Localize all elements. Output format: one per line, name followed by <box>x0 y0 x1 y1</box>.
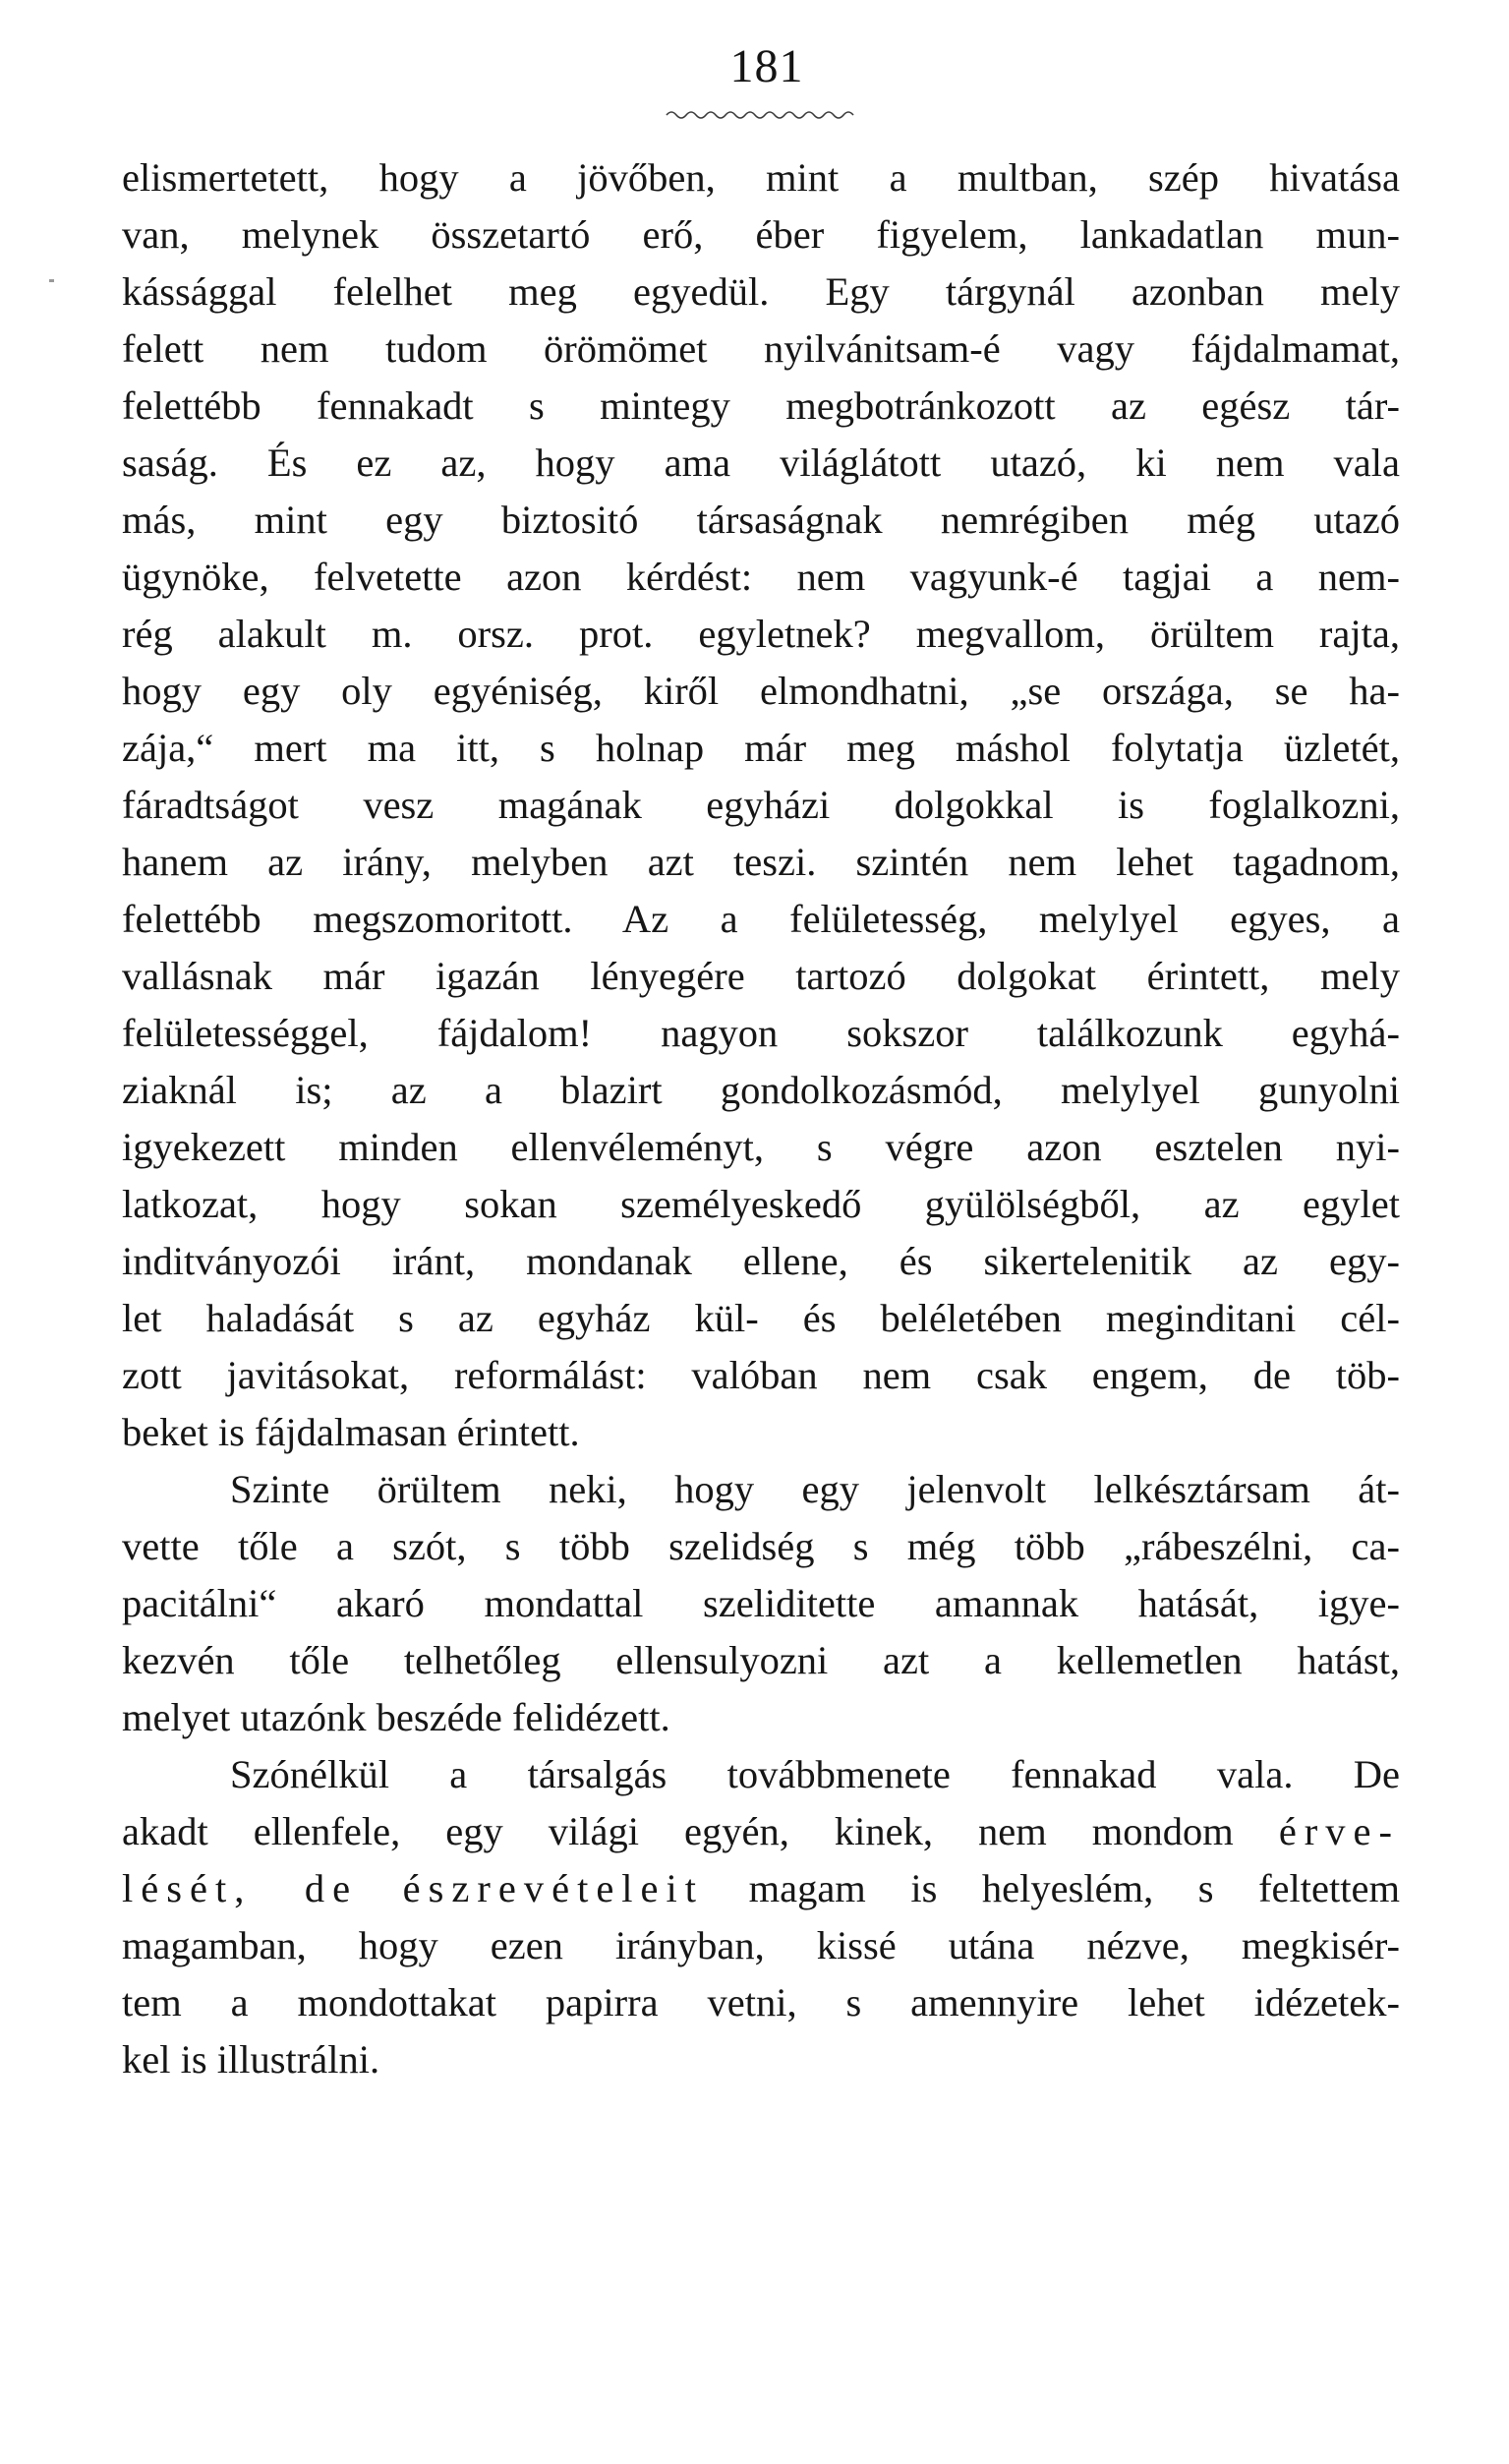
text-line: magamban, hogy ezen irányban, kissé utána nézve, megkisér- <box>122 1923 1400 1967</box>
text-line: ziaknál is; az a blazirt gondolkozásmód, melylyel gunyolni <box>122 1068 1400 1112</box>
text-line: Szinte örültem neki, hogy egy jelenvolt lelkésztársam át- <box>230 1467 1400 1511</box>
wavy-rule-ornament <box>665 108 861 122</box>
text-line: zott javitásokat, reformálást: valóban nem csak engem, de töb- <box>122 1353 1400 1397</box>
text-line: kezvén tőle telhetőleg ellensulyozni azt a kellemetlen hatást, <box>122 1638 1400 1682</box>
text-line: kássággal felelhet meg egyedül. Egy tárgynál azonban mely <box>122 269 1400 314</box>
text-line: melyet utazónk beszéde felidézett. <box>122 1695 670 1739</box>
text-line <box>122 1860 1400 1917</box>
text-line: fáradtságot vesz magának egyházi dolgokkal is foglalkozni, <box>122 783 1400 827</box>
paragraph-3 <box>122 1746 1400 2088</box>
text-line: felettébb fennakadt s mintegy megbotránkozott az egész tár- <box>122 383 1400 428</box>
text-line: Szónélkül a társalgás továbbmenete fennakad vala. De <box>230 1752 1400 1796</box>
text-line: inditványozói iránt, mondanak ellene, és sikertelenitik az egy- <box>122 1239 1400 1283</box>
text-line: felettébb megszomoritott. Az a felületesség, melylyel egyes, a <box>122 897 1400 941</box>
text-fragment: akadt ellenfele, egy világi egyén, kinek, nem mondom <box>122 1809 1234 1853</box>
text-line <box>122 1803 1400 1860</box>
text-line: felületességgel, fájdalom! nagyon sokszor találkozunk egyhá- <box>122 1011 1400 1055</box>
text-line: hanem az irány, melyben azt teszi. szintén nem lehet tagadnom, <box>122 840 1400 884</box>
text-line: igyekezett minden ellenvéleményt, s végre azon esztelen nyi- <box>122 1125 1400 1169</box>
margin-speck <box>49 279 54 282</box>
text-line: van, melynek összetartó erő, éber figyelem, lankadatlan mun- <box>122 212 1400 257</box>
paragraph-1 <box>122 149 1400 1461</box>
text-line: tem a mondottakat papirra vetni, s amennyire lehet idézetek- <box>122 1980 1400 2024</box>
text-line: más, mint egy biztositó társaságnak nemrégiben még utazó <box>122 498 1400 542</box>
text-line: zája,“ mert ma itt, s holnap már meg máshol folytatja üzletét, <box>122 726 1400 770</box>
text-line: ügynöke, felvetette azon kérdést: nem vagyunk-é tagjai a nem- <box>122 555 1400 599</box>
spaced-emphasis: érve- <box>1278 1809 1400 1853</box>
paragraph-2 <box>122 1461 1400 1746</box>
text-line: vallásnak már igazán lényegére tartozó dolgokat érintett, mely <box>122 954 1400 998</box>
text-line: kel is illustrálni. <box>122 2037 380 2082</box>
text-line: felett nem tudom örömömet nyilvánitsam-é vagy fájdalmamat, <box>122 326 1400 371</box>
text-line: pacitálni“ akaró mondattal szeliditette amannak hatását, igye- <box>122 1581 1400 1625</box>
body-text <box>122 149 1400 2088</box>
text-fragment: lését, de <box>122 1866 359 1910</box>
text-line: elismertetett, hogy a jövőben, mint a multban, szép hivatása <box>122 155 1400 200</box>
text-line: saság. És ez az, hogy ama világlátott utazó, ki nem vala <box>122 440 1400 485</box>
text-line: vette tőle a szót, s több szelidség s még több „rábeszélni, ca- <box>122 1524 1400 1568</box>
spaced-emphasis: észrevételeit <box>402 1866 705 1910</box>
page-number: 181 <box>729 40 804 92</box>
text-line: beket is fájdalmasan érintett. <box>122 1410 580 1454</box>
text-line: rég alakult m. orsz. prot. egyletnek? megvallom, örültem rajta, <box>122 612 1400 656</box>
text-line: let haladását s az egyház kül- és beléletében meginditani cél- <box>122 1296 1400 1340</box>
text-line: latkozat, hogy sokan személyeskedő gyülölségből, az egylet <box>122 1182 1400 1226</box>
text-fragment: magam is helyeslém, s feltettem <box>748 1866 1400 1910</box>
text-line: hogy egy oly egyéniség, kiről elmondhatni, „se országa, se ha- <box>122 669 1400 713</box>
